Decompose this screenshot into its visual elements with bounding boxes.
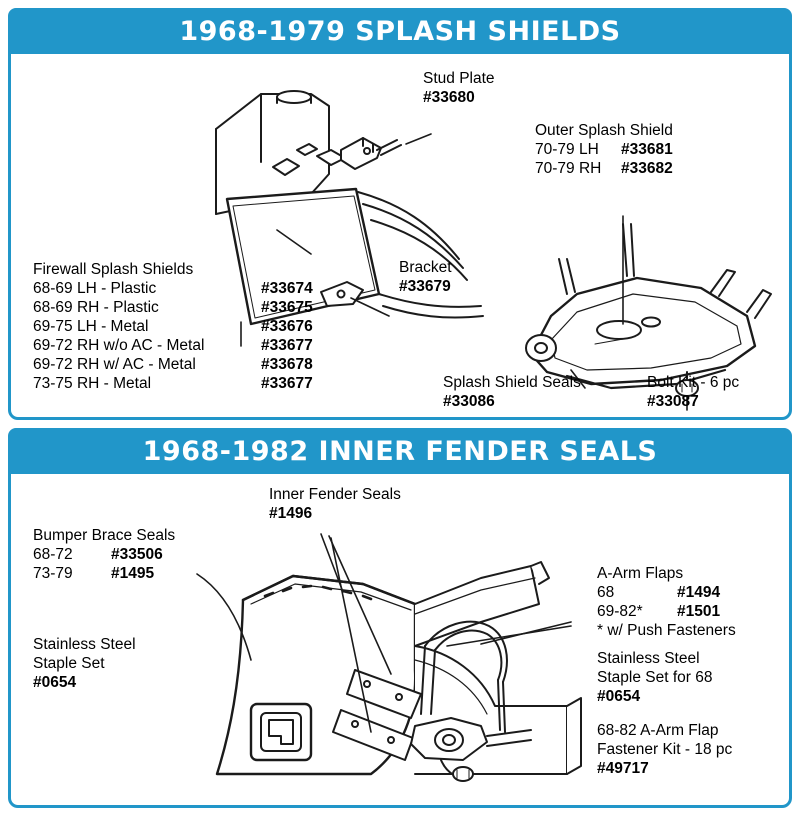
firewall-desc-5: 73-75 RH - Metal <box>33 375 152 392</box>
stainless-staple-set-68-line1: Stainless Steel <box>597 650 700 667</box>
label-bolt-kit <box>647 373 739 411</box>
a-arm-flaps-footnote: * w/ Push Fasteners <box>597 622 736 639</box>
a-arm-flap-fastener-kit-line1: 68-82 A-Arm Flap <box>597 722 719 739</box>
a-arm-flaps-pn-1: #1501 <box>677 603 721 620</box>
label-stud-plate <box>423 69 495 107</box>
stainless-staple-set-line2: Staple Set <box>33 655 105 672</box>
firewall-row-2 <box>33 317 313 336</box>
a-arm-flaps-desc-1: 69-82* <box>597 603 643 620</box>
a-arm-flap-fastener-kit-line2: Fastener Kit - 18 pc <box>597 741 733 758</box>
firewall-row-1 <box>33 298 313 317</box>
splash-shield-seals-name: Splash Shield Seals <box>443 374 581 391</box>
firewall-pn-0: #33674 <box>261 280 313 297</box>
firewall-pn-1: #33675 <box>261 299 313 316</box>
stainless-staple-set-line1: Stainless Steel <box>33 636 136 653</box>
outer-splash-shield-row-1 <box>535 159 673 178</box>
firewall-desc-3: 69-72 RH w/o AC - Metal <box>33 337 205 354</box>
outer-splash-shield-row-0 <box>535 140 673 159</box>
bolt-kit-part-number: #33087 <box>647 393 699 410</box>
bumper-brace-pn-1: #1495 <box>111 565 155 582</box>
label-a-arm-flaps <box>597 564 736 640</box>
firewall-pn-3: #33677 <box>261 337 313 354</box>
outer-splash-shield-desc-0: 70-79 LH <box>535 141 599 158</box>
label-stainless-staple-set <box>33 635 136 692</box>
stainless-staple-set-part-number: #0654 <box>33 674 77 691</box>
a-arm-flaps-desc-0: 68 <box>597 584 615 601</box>
bumper-brace-pn-0: #33506 <box>111 546 163 563</box>
firewall-row-4 <box>33 355 313 374</box>
firewall-desc-2: 69-75 LH - Metal <box>33 318 149 335</box>
bracket-part-number: #33679 <box>399 278 451 295</box>
firewall-row-0 <box>33 279 313 298</box>
firewall-pn-5: #33677 <box>261 375 313 392</box>
label-a-arm-flap-fastener-kit <box>597 721 732 778</box>
firewall-row-3 <box>33 336 313 355</box>
label-firewall-splash-shields <box>33 260 313 393</box>
outer-splash-shield-desc-1: 70-79 RH <box>535 160 602 177</box>
label-bumper-brace-seals <box>33 526 175 583</box>
bumper-brace-seals-name: Bumper Brace Seals <box>33 527 176 544</box>
panel-splash-shields-header <box>8 8 792 54</box>
bolt-kit-name: Bolt Kit - 6 pc <box>647 374 740 391</box>
splash-shield-seals-part-number: #33086 <box>443 393 495 410</box>
stainless-staple-set-68-line2: Staple Set for 68 <box>597 669 713 686</box>
firewall-desc-4: 69-72 RH w/ AC - Metal <box>33 356 196 373</box>
inner-fender-seals-name: Inner Fender Seals <box>269 486 401 503</box>
firewall-pn-4: #33678 <box>261 356 313 373</box>
a-arm-flaps-row-0 <box>597 583 736 602</box>
bumper-brace-row-0 <box>33 545 175 564</box>
firewall-pn-2: #33676 <box>261 318 313 335</box>
bumper-brace-desc-1: 73-79 <box>33 565 73 582</box>
a-arm-flaps-pn-0: #1494 <box>677 584 721 601</box>
label-splash-shield-seals <box>443 373 581 411</box>
label-outer-splash-shield <box>535 121 673 178</box>
panel-inner-fender-seals-header <box>8 428 792 474</box>
label-stainless-staple-set-68 <box>597 649 712 706</box>
bracket-name: Bracket <box>399 259 452 276</box>
firewall-row-5 <box>33 374 313 393</box>
outer-splash-shield-pn-0: #33681 <box>621 141 673 158</box>
a-arm-flap-fastener-kit-part-number: #49717 <box>597 760 649 777</box>
stud-plate-name: Stud Plate <box>423 70 495 87</box>
panel-splash-shields-title: 1968-1979 SPLASH SHIELDS <box>179 15 621 47</box>
firewall-desc-0: 68-69 LH - Plastic <box>33 280 157 297</box>
a-arm-flaps-row-1 <box>597 602 736 621</box>
stud-plate-part-number: #33680 <box>423 89 475 106</box>
bumper-brace-row-1 <box>33 564 175 583</box>
outer-splash-shield-name: Outer Splash Shield <box>535 122 673 139</box>
panel-splash-shields <box>8 8 792 420</box>
label-bracket <box>399 258 452 296</box>
outer-splash-shield-pn-1: #33682 <box>621 160 673 177</box>
firewall-desc-1: 68-69 RH - Plastic <box>33 299 159 316</box>
stainless-staple-set-68-part-number: #0654 <box>597 688 641 705</box>
inner-fender-seals-part-number: #1496 <box>269 505 313 522</box>
label-inner-fender-seals <box>269 485 401 523</box>
firewall-splash-shields-name: Firewall Splash Shields <box>33 261 194 278</box>
a-arm-flaps-name: A-Arm Flaps <box>597 565 684 582</box>
bumper-brace-desc-0: 68-72 <box>33 546 73 563</box>
panel-inner-fender-seals-title: 1968-1982 INNER FENDER SEALS <box>142 435 658 467</box>
panel-inner-fender-seals <box>8 428 792 808</box>
